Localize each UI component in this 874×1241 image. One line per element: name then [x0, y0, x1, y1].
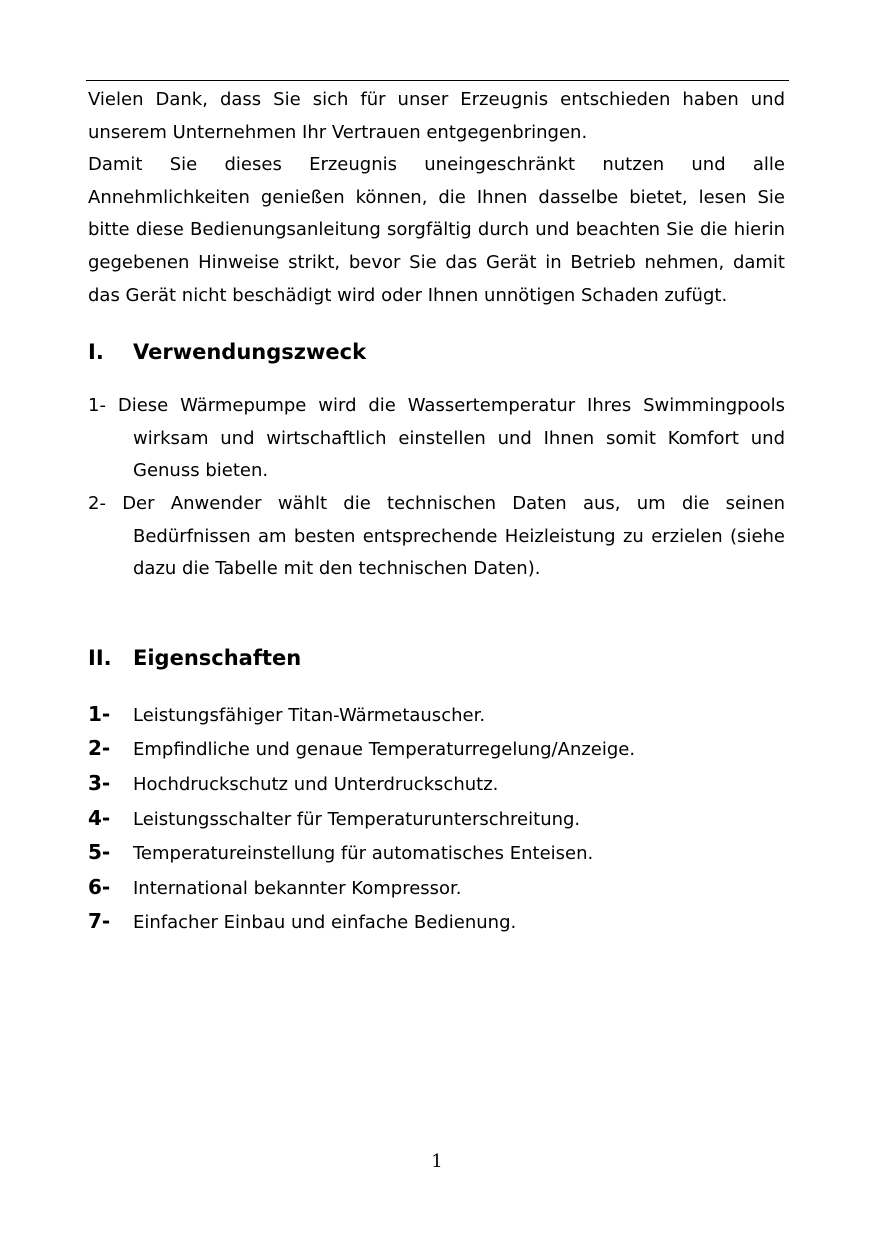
list-item [88, 802, 785, 837]
features-list [88, 698, 785, 940]
list-item [88, 836, 785, 871]
list-item-number: 3- [88, 770, 111, 795]
list-item-text: International bekannter Kompressor. [133, 877, 462, 899]
list-item-number: 4- [88, 805, 111, 830]
page-number: 1 [431, 1151, 443, 1172]
list-item-text: Leistungsschalter für Temperaturunterschreitung. [133, 808, 581, 830]
list-item-text: Empfindliche und genaue Temperaturregelung/Anzeige. [133, 739, 636, 761]
list-item [88, 698, 785, 733]
list-item-number: 1- [88, 395, 118, 417]
page-content [88, 84, 785, 940]
purpose-list [88, 390, 785, 586]
section-number: II. [88, 645, 112, 670]
list-item [88, 905, 785, 940]
list-item-number: 5- [88, 840, 111, 865]
list-item [88, 871, 785, 906]
list-item [88, 732, 785, 767]
section-title: Verwendungszweck [133, 340, 367, 365]
list-item-number: 2- [88, 736, 111, 761]
list-item [88, 767, 785, 802]
list-item-text: Der Anwender wählt die technischen Daten aus, um die seinen Bedürfnissen am besten entsprechende Heizleistung zu erzielen (siehe dazu die Tabelle mit den technischen Daten). [122, 492, 785, 580]
list-item [88, 390, 785, 488]
list-item-text: Hochdruckschutz und Unterdruckschutz. [133, 773, 499, 795]
header-rule [86, 80, 789, 81]
list-item-text: Einfacher Einbau und einfache Bedienung. [133, 912, 517, 934]
section-number: I. [88, 340, 104, 365]
intro-paragraph-2: Damit Sie dieses Erzeugnis uneingeschränkt nutzen und alle Annehmlichkeiten genießen können, die Ihnen dasselbe bietet, lesen Sie bitte diese Bedienungsanleitung sorgfältig durch und beachten Sie die hierin gegebenen Hinweise strikt, bevor Sie das Gerät in Betrieb nehmen, damit das Gerät nicht beschädigt wird oder Ihnen unnötigen Schaden zufügt. [88, 154, 785, 306]
list-item-text: Leistungsfähiger Titan-Wärmetauscher. [133, 704, 486, 726]
section-heading-purpose [88, 336, 785, 368]
section-heading-features [88, 642, 785, 674]
list-item-text: Diese Wärmepumpe wird die Wassertemperatur Ihres Swimmingpools wirksam und wirtschaftlich einstellen und Ihnen somit Komfort und Genuss bieten. [117, 395, 785, 482]
section-title: Eigenschaften [133, 645, 302, 670]
intro-paragraph-1: Vielen Dank, dass Sie sich für unser Erzeugnis entschieden haben und unserem Unternehmen Ihr Vertrauen entgegenbringen. [88, 89, 785, 143]
list-item-number: 6- [88, 874, 111, 899]
list-item-number: 2- [88, 492, 123, 514]
list-item-text: Temperatureinstellung für automatisches Enteisen. [133, 843, 594, 865]
list-item-number: 1- [88, 701, 111, 726]
list-item [88, 488, 785, 586]
list-item-number: 7- [88, 909, 111, 934]
